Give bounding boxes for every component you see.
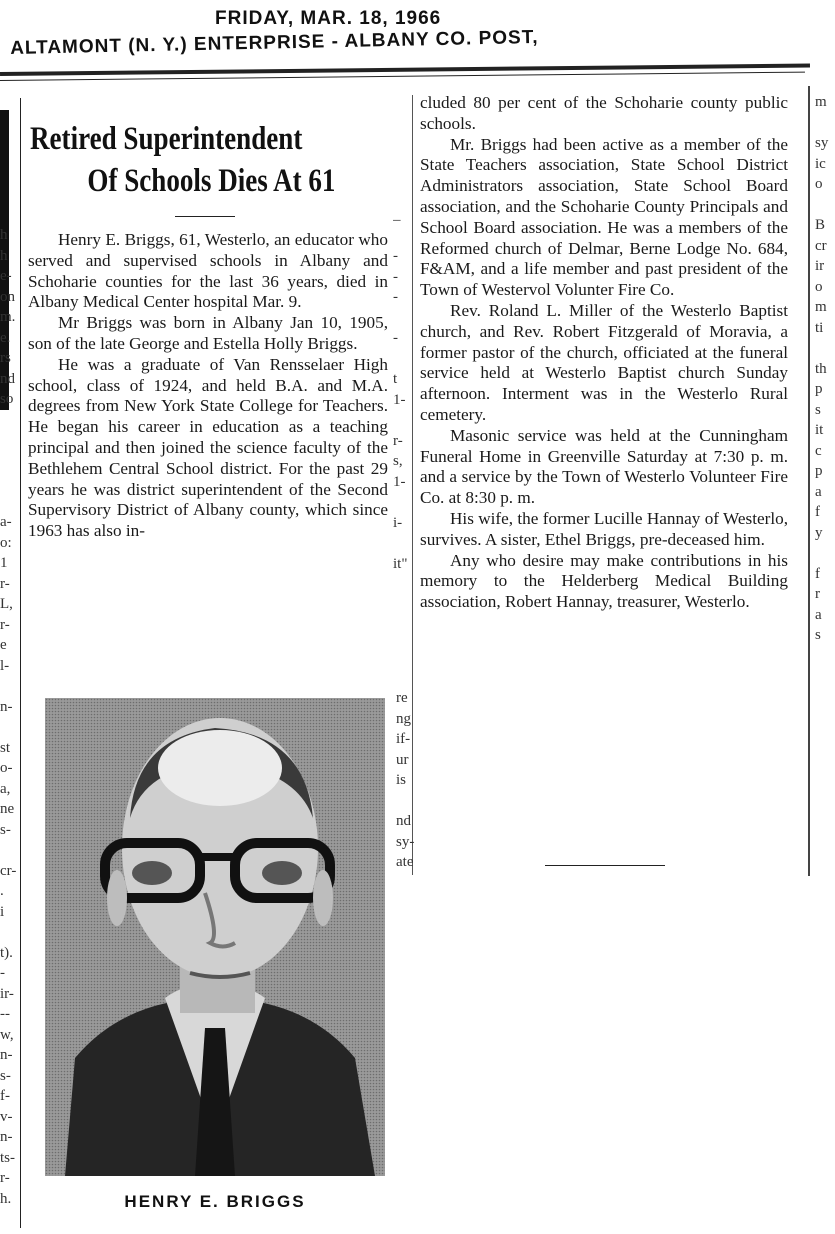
portrait-image (45, 698, 385, 1176)
paragraph: Any who desire may make contributions in his memory to the Helderberg Medical Building association, Robert Hannay, treasurer, Westerlo. (420, 550, 788, 612)
headline (30, 118, 336, 202)
end-divider (545, 865, 665, 866)
article-column-2 (420, 93, 788, 863)
paragraph: His wife, the former Lucille Hannay of Westerlo, survives. A sister, Ethel Briggs, pre-deceased him. (420, 508, 788, 549)
photo-caption: HENRY E. BRIGGS (124, 1192, 306, 1211)
headline-line-2: Of Schools Dies At 61 (87, 163, 336, 199)
paragraph: Henry E. Briggs, 61, Westerlo, an educator who served and supervised schools in Albany and Schoharie counties for the last 36 years, died in Albany Medical Center hospital Mar. 9. (28, 230, 388, 312)
mid-lower-fragments: re ng if- ur is nd sy- ate (396, 690, 415, 870)
mid-upper-fragments: _ - - - - t 1- r- s, 1- i- it" (393, 207, 408, 572)
right-edge-fragments: m sy ic o B cr ir o m ti th p s it c p a f y f r a s (815, 94, 829, 643)
headline-line-1: Retired Superintendent (30, 121, 303, 157)
paragraph: Rev. Roland L. Miller of the Westerlo Baptist church, and Rev. Robert Fitzgerald of Moravia, a former pastor of the church, officiated at the funeral service held at Westerlo Baptist church Sunday afternoon. Interment was in the Westerlo Rural cemetery. (420, 300, 788, 424)
masthead-publication: ALTAMONT (N. Y.) ENTERPRISE - ALBANY CO. POST, (10, 26, 539, 59)
paragraph: Mr. Briggs had been active as a member of the State Teachers association, State School District Administrators association, State School Board association, and the Schoharie County Principals and School Board association. He was a members of the Reformed church of Delmar, Berne Lodge No. 684, F&AM, and a life member and past president of the Town of Westervol Volunter Fire Co. (420, 134, 788, 300)
left-edge-fragments: h h e- on m. e. rs nd so a- o: 1 r- L, r- e l- n- st o- a, ne s- cr- . i t). - ir- -- w, n- s- f- v- n- ts- r- h. (0, 227, 17, 1207)
paragraph: cluded 80 per cent of the Schoharie county public schools. (420, 93, 788, 133)
left-column-rule (20, 98, 21, 1228)
headline-divider (175, 216, 235, 217)
portrait-photo (45, 698, 385, 1176)
masthead-date: FRIDAY, MAR. 18, 1966 (215, 8, 442, 29)
paragraph: He was a graduate of Van Rensselaer High school, class of 1924, and held B.A. and M.A. degrees from New York State College for Teachers. He began his career in education as a teaching principal and then joined the science faculty of the Bethlehem Central School district. For the past 29 years he was district superintendent of the Second Supervisory District of Albany county, which since 1963 has also in- (28, 354, 388, 541)
article-column-1 (28, 230, 388, 690)
paragraph: Masonic service was held at the Cunningham Funeral Home in Greenville Saturday at 7:30 p. m. and a service by the Town of Westerlo Volunteer Fire Co. at 8:30 p. m. (420, 425, 788, 508)
top-rule (0, 64, 810, 76)
right-column-rule (808, 86, 810, 876)
paragraph: Mr Briggs was born in Albany Jan 10, 1905, son of the late George and Estella Holly Briggs. (28, 313, 388, 353)
